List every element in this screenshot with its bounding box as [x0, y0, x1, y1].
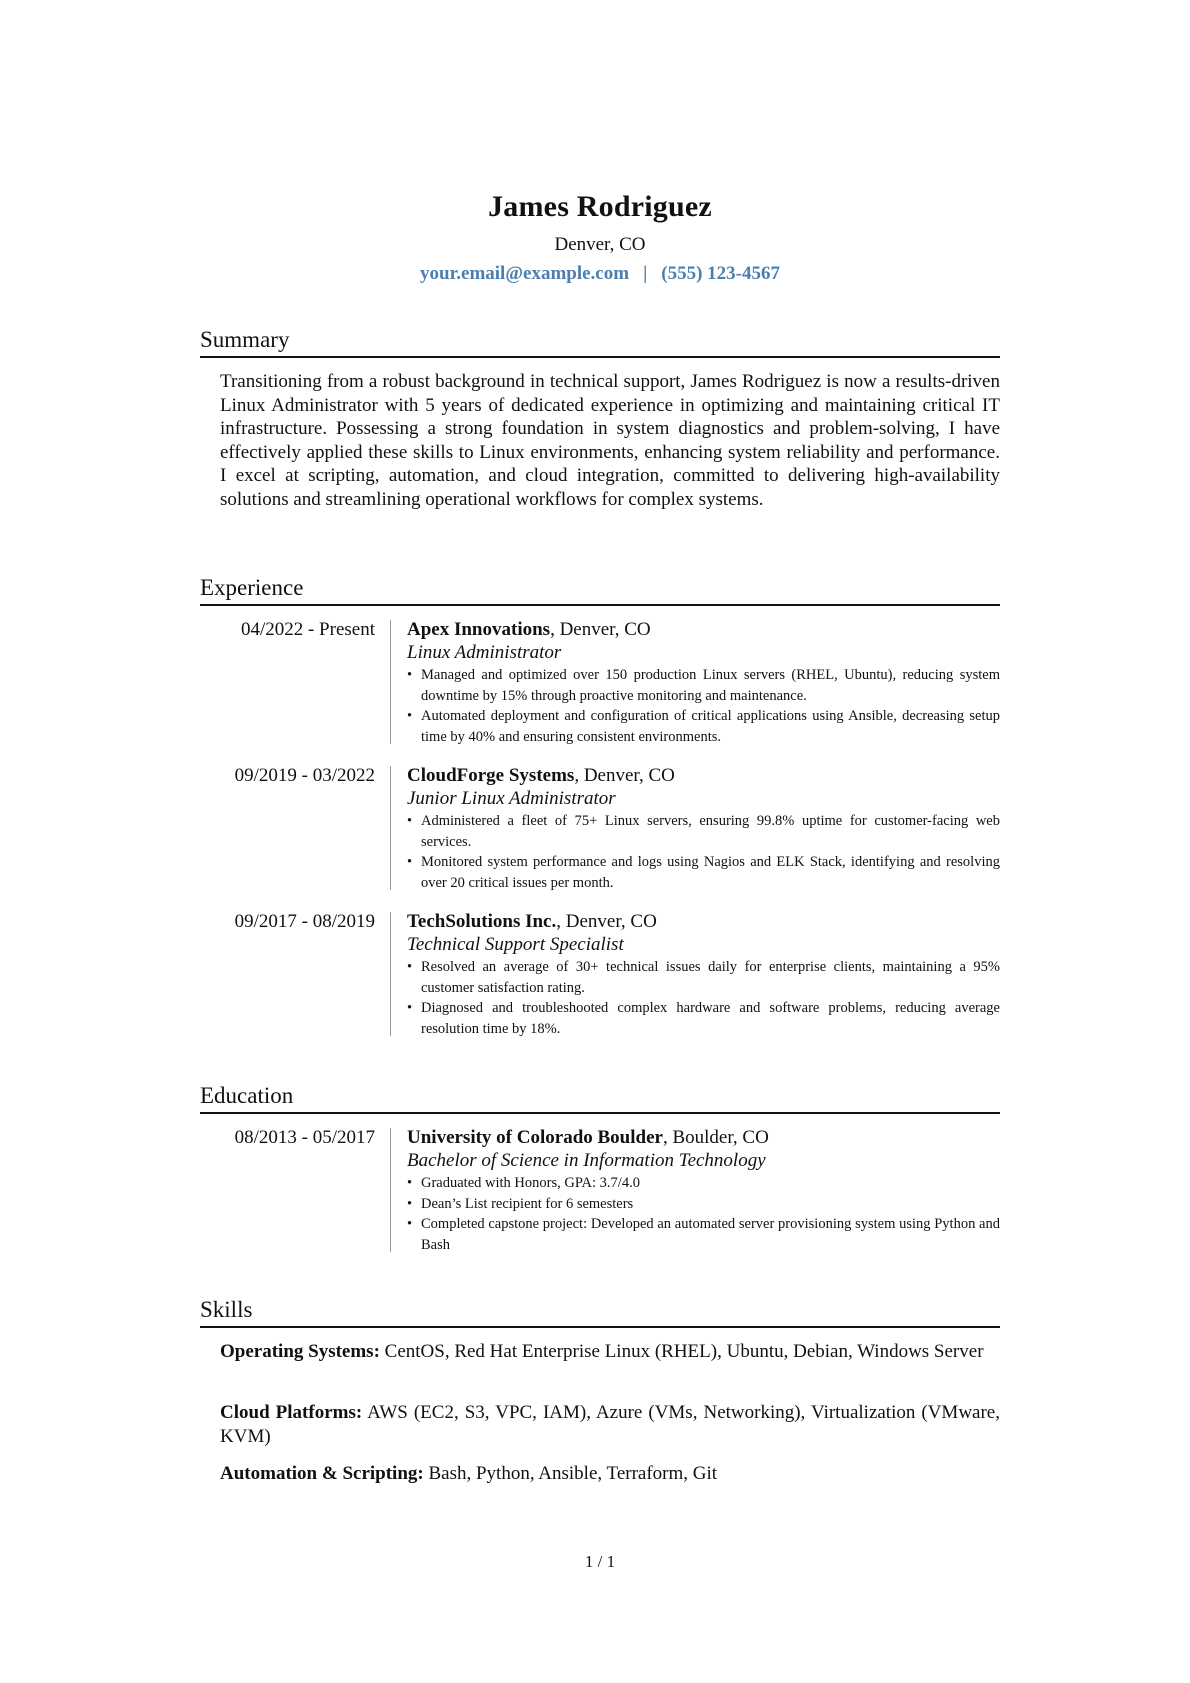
entry-place: , Denver, CO [574, 765, 675, 786]
list-item [407, 1194, 1000, 1215]
candidate-name: James Rodriguez [488, 190, 712, 223]
list-item [407, 1173, 1000, 1194]
entry-divider [390, 912, 391, 1036]
entry-role: Technical Support Specialist [407, 934, 624, 955]
entry-date: 04/2022 - Present [240, 619, 375, 640]
contact-separator: | [643, 263, 648, 284]
entry-date: 09/2017 - 08/2019 [234, 911, 375, 932]
entry-bullets [407, 1173, 1000, 1255]
skill-row [220, 1401, 1000, 1448]
list-item [407, 811, 1000, 852]
candidate-location: Denver, CO [554, 234, 646, 255]
bullet-icon: • [407, 708, 413, 724]
list-item [407, 957, 1000, 998]
entry-divider [390, 620, 391, 744]
bullet-text: Completed capstone project: Developed an automated server provisioning system using Python and Bash [421, 1216, 1000, 1253]
skill-label: Operating Systems: [220, 1341, 380, 1362]
bullet-icon: • [407, 1216, 413, 1232]
summary-heading: Summary [200, 326, 1000, 358]
skill-value: AWS (EC2, S3, VPC, IAM), Azure (VMs, Networking), Virtualization (VMware, KVM) [220, 1402, 1000, 1447]
phone-link[interactable]: (555) 123-4567 [661, 263, 780, 284]
entry-bullets [407, 811, 1000, 893]
list-item [407, 706, 1000, 747]
entry-place: , Boulder, CO [662, 1127, 769, 1148]
entry-org-line [407, 910, 1000, 933]
skill-value: Bash, Python, Ansible, Terraform, Git [423, 1463, 718, 1484]
entry-org: CloudForge Systems [407, 765, 575, 786]
bullet-text: Graduated with Honors, GPA: 3.7/4.0 [421, 1175, 640, 1191]
education-heading: Education [200, 1082, 1000, 1114]
entry-role: Bachelor of Science in Information Technology [407, 1150, 766, 1171]
entry-body [407, 1126, 1000, 1255]
contact-line [200, 263, 1000, 285]
entry-org: University of Colorado Boulder [407, 1127, 663, 1148]
bullet-icon: • [407, 813, 413, 829]
bullet-icon: • [407, 854, 413, 870]
bullet-icon: • [407, 1175, 413, 1191]
entry-divider [390, 1128, 391, 1252]
entry-date: 08/2013 - 05/2017 [234, 1127, 375, 1148]
bullet-text: Monitored system performance and logs using Nagios and ELK Stack, identifying and resolving over 20 critical issues per month. [421, 854, 1000, 891]
entry-body [407, 618, 1000, 747]
entry-body [407, 910, 1000, 1039]
skills-heading: Skills [200, 1296, 1000, 1328]
entry-body [407, 764, 1000, 893]
page-number: 1 / 1 [584, 1552, 616, 1571]
experience-heading: Experience [200, 574, 1000, 606]
entry-org: TechSolutions Inc. [407, 911, 557, 932]
entry-org-line [407, 764, 1000, 787]
entry-role: Linux Administrator [407, 642, 562, 663]
entry-org-line [407, 1126, 1000, 1149]
entry-org: Apex Innovations [407, 619, 551, 640]
bullet-icon: • [407, 1195, 413, 1212]
entry-org-line [407, 618, 1000, 641]
entry-bullets [407, 665, 1000, 747]
list-item [407, 852, 1000, 893]
list-item [407, 998, 1000, 1039]
skill-row [220, 1462, 1000, 1486]
entry-date: 09/2019 - 03/2022 [234, 765, 375, 786]
entry-place: , Denver, CO [556, 911, 657, 932]
entry-role: Junior Linux Administrator [407, 788, 616, 809]
bullet-icon: • [407, 1000, 413, 1016]
bullet-text: Managed and optimized over 150 production Linux servers (RHEL, Ubuntu), reducing system downtime by 15% through proactive monitoring and maintenance. [421, 667, 1000, 704]
bullet-text: Administered a fleet of 75+ Linux servers, ensuring 99.8% uptime for customer-facing web services. [421, 813, 1000, 850]
list-item [407, 665, 1000, 706]
summary-text: Transitioning from a robust background in technical support, James Rodriguez is now a results-driven Linux Administrator with 5 years of dedicated experience in optimizing and maintaining critical IT infrastructure. Possessing a strong foundation in system diagnostics and problem-solving, I have effectively applied these skills to Linux environments, enhancing system reliability and performance. I excel at scripting, automation, and cloud integration, committed to delivering high-availability solutions and streamlining operational workflows for complex systems. [220, 371, 1000, 510]
entry-bullets [407, 957, 1000, 1039]
list-item [407, 1214, 1000, 1255]
bullet-icon: • [407, 959, 413, 975]
skill-row [220, 1340, 1000, 1364]
bullet-text: Resolved an average of 30+ technical issues daily for enterprise clients, maintaining a 95% customer satisfaction rating. [421, 959, 1000, 996]
email-link[interactable]: your.email@example.com [420, 263, 630, 284]
skill-value: CentOS, Red Hat Enterprise Linux (RHEL), Ubuntu, Debian, Windows Server [379, 1341, 984, 1362]
entry-place: , Denver, CO [550, 619, 651, 640]
bullet-text: Diagnosed and troubleshooted complex hardware and software problems, reducing average resolution time by 18%. [421, 1000, 1000, 1037]
entry-divider [390, 766, 391, 890]
bullet-icon: • [407, 667, 413, 683]
skill-label: Cloud Platforms: [220, 1402, 363, 1423]
skill-label: Automation & Scripting: [220, 1463, 424, 1484]
bullet-text: Automated deployment and configuration of critical applications using Ansible, decreasing setup time by 40% and ensuring consistent environments. [421, 708, 1000, 745]
bullet-text: Dean’s List recipient for 6 semesters [421, 1195, 634, 1212]
